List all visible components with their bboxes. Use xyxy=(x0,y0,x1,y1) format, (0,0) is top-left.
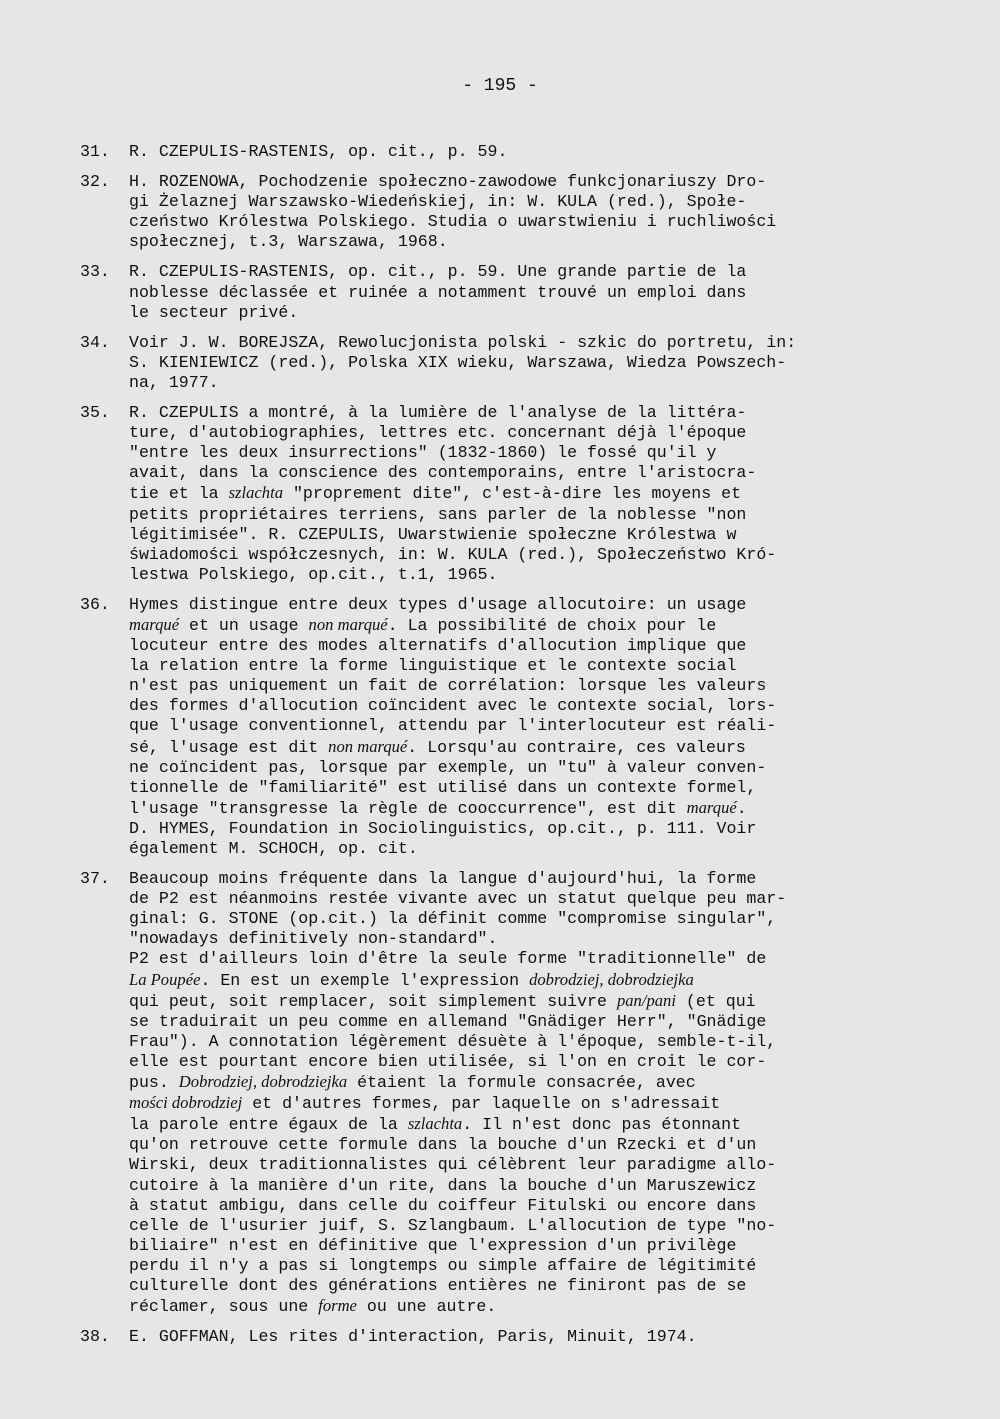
text-run: ou une autre. xyxy=(356,1297,497,1317)
text-run: biliaire" n'est en définitive que l'expression d'un privilège xyxy=(129,1235,737,1255)
footnote-text xyxy=(129,403,925,585)
text-run: petits propriétaires terriens, sans parler de la noblesse "non xyxy=(129,504,747,524)
text-run: świadomości współczesnych, in: W. KULA (red.), Społeczeństwo Kró- xyxy=(129,544,777,564)
text-line xyxy=(129,798,925,819)
footnote-number: 36. xyxy=(80,594,110,614)
text-line xyxy=(129,403,925,423)
text-line xyxy=(129,1327,925,1347)
text-line xyxy=(129,758,925,778)
text-run: culturelle dont des générations entières ne finiront pas de se xyxy=(129,1275,747,1295)
text-run: społecznej, t.3, Warszawa, 1968. xyxy=(129,232,448,252)
footnote xyxy=(80,403,925,585)
text-run: elle est pourtant encore bien utilisée, si l'on en croit le cor- xyxy=(129,1051,767,1071)
text-line xyxy=(129,1296,925,1317)
italic-text: szlachta xyxy=(228,483,283,503)
text-run: n'est pas uniquement un fait de corrélation: lorsque les valeurs xyxy=(129,676,767,696)
text-line xyxy=(129,1012,925,1032)
text-line xyxy=(129,615,925,636)
text-line xyxy=(129,1176,925,1196)
text-line xyxy=(129,1093,925,1114)
text-run: Beaucoup moins fréquente dans la langue d'aujourd'hui, la forme xyxy=(129,869,757,889)
text-line xyxy=(129,819,925,839)
text-run: . En est un exemple l'expression xyxy=(200,970,530,990)
text-run: ginal: G. STONE (op.cit.) la définit comme "compromise singular", xyxy=(129,909,777,929)
text-run: Frau"). A connotation légèrement désuète à l'époque, semble-t-il, xyxy=(129,1031,777,1051)
text-run: "entre les deux insurrections" (1832-1860) le fossé qu'il y xyxy=(129,443,717,463)
italic-text: dobrodziej, dobrodziejka xyxy=(529,969,694,989)
footnote-text xyxy=(129,333,925,393)
text-run: et d'autres formes, par laquelle on s'adressait xyxy=(242,1094,721,1114)
italic-text: mości dobrodziej xyxy=(129,1093,243,1113)
text-run: qu'on retrouve cette formule dans la bouche d'un Rzecki et d'un xyxy=(129,1135,757,1155)
text-line xyxy=(129,929,925,949)
text-line xyxy=(129,565,925,585)
text-run: pus. xyxy=(129,1073,179,1093)
text-run: qui peut, soit remplacer, soit simplement suivre xyxy=(129,991,617,1011)
text-run: sé, l'usage est dit xyxy=(129,737,329,757)
footnotes-list xyxy=(80,142,925,1347)
text-line xyxy=(129,889,925,909)
footnote-number: 34. xyxy=(80,332,110,352)
text-line xyxy=(129,1256,925,1276)
italic-text: szlachta xyxy=(407,1114,463,1134)
italic-text: non marqué xyxy=(308,614,388,634)
footnote-number: 31. xyxy=(80,142,110,161)
text-run: P2 est d'ailleurs loin d'être la seule forme "traditionnelle" de xyxy=(129,949,767,969)
footnote-text xyxy=(129,869,925,1317)
text-line xyxy=(129,232,925,252)
text-line xyxy=(129,172,925,192)
text-line xyxy=(129,142,925,162)
text-run: S. KIENIEWICZ (red.), Polska XIX wieku, Warszawa, Wiedza Powszech- xyxy=(129,352,787,372)
text-run: D. HYMES, Foundation in Sociolinguistics, op.cit., p. 111. Voir xyxy=(129,818,757,838)
text-line xyxy=(129,595,925,615)
text-line xyxy=(129,696,925,716)
text-run: gi Żelaznej Warszawsko-Wiedeńskiej, in: W. KULA (red.), Społe- xyxy=(129,192,747,212)
text-line xyxy=(129,212,925,232)
text-run: locuteur entre des modes alternatifs d'allocution implique que xyxy=(129,636,747,656)
text-run: (et qui xyxy=(675,991,756,1011)
text-run: et un usage xyxy=(179,615,309,635)
text-run: lestwa Polskiego, op.cit., t.1, 1965. xyxy=(129,564,498,584)
text-line xyxy=(129,483,925,504)
footnote xyxy=(80,142,925,162)
text-run: "proprement dite", c'est-à-dire les moyens et xyxy=(283,484,742,504)
footnote-number: 38. xyxy=(80,1327,110,1347)
text-run: le secteur privé. xyxy=(129,302,299,322)
text-line xyxy=(129,192,925,212)
text-run: tionnelle de "familiarité" est utilisé dans un contexte formel, xyxy=(129,777,757,797)
text-line xyxy=(129,545,925,565)
text-line xyxy=(129,1236,925,1256)
text-run: ture, d'autobiographies, lettres etc. concernant déjà l'époque xyxy=(129,423,747,443)
footnote xyxy=(80,1327,925,1347)
text-run: tie et la xyxy=(129,484,229,504)
text-run: R. CZEPULIS-RASTENIS, op. cit., p. 59. xyxy=(129,142,508,161)
text-run: la parole entre égaux de la xyxy=(129,1115,408,1135)
footnote-text xyxy=(129,142,925,162)
italic-text: marqué xyxy=(686,797,737,817)
text-run: de P2 est néanmoins restée vivante avec un statut quelque peu mar- xyxy=(129,889,787,909)
text-line xyxy=(129,303,925,323)
footnote xyxy=(80,595,925,859)
footnote-text xyxy=(129,262,925,322)
text-run: réclamer, sous une xyxy=(129,1297,319,1317)
footnote-text xyxy=(129,1327,925,1347)
text-line xyxy=(129,1216,925,1236)
italic-text: forme xyxy=(318,1296,357,1316)
footnote-number: 32. xyxy=(80,172,110,192)
text-run: . Lorsqu'au contraire, ces valeurs xyxy=(407,737,746,757)
text-line xyxy=(129,656,925,676)
text-run: Wirski, deux traditionnalistes qui célèbrent leur paradigme allo- xyxy=(129,1155,777,1175)
text-run: à statut ambigu, dans celle du coiffeur Fitulski ou encore dans xyxy=(129,1195,757,1215)
text-line xyxy=(129,676,925,696)
text-line xyxy=(129,1114,925,1135)
text-line xyxy=(129,1196,925,1216)
text-run: R. CZEPULIS-RASTENIS, op. cit., p. 59. Une grande partie de la xyxy=(129,262,747,282)
footnote xyxy=(80,172,925,252)
text-line xyxy=(129,839,925,859)
text-run: celle de l'usurier juif, S. Szlangbaum. L'allocution de type "no- xyxy=(129,1215,777,1235)
text-line xyxy=(129,333,925,353)
text-line xyxy=(129,1052,925,1072)
text-run: légitimisée". R. CZEPULIS, Uwarstwienie społeczne Królestwa w xyxy=(129,524,737,544)
footnote-text xyxy=(129,172,925,252)
text-run: étaient la formule consacrée, avec xyxy=(347,1073,696,1093)
footnote xyxy=(80,333,925,393)
text-run: ne coïncident pas, lorsque par exemple, un "tu" à valeur conven- xyxy=(129,757,767,777)
text-line xyxy=(129,949,925,969)
text-run: Voir J. W. BOREJSZA, Rewolucjonista polski - szkic do portretu, in: xyxy=(129,332,797,352)
italic-text: non marqué xyxy=(328,736,408,756)
text-line xyxy=(129,909,925,929)
text-line xyxy=(129,505,925,525)
text-line xyxy=(129,716,925,736)
page-number: - 195 - xyxy=(462,76,538,96)
footnote-number: 35. xyxy=(80,403,110,423)
text-line xyxy=(129,636,925,656)
footnote xyxy=(80,869,925,1317)
footnote xyxy=(80,262,925,322)
italic-text: Dobrodziej, dobrodziejka xyxy=(178,1072,348,1092)
footnote-text xyxy=(129,595,925,859)
text-line xyxy=(129,970,925,991)
text-line xyxy=(129,463,925,483)
text-line xyxy=(129,1032,925,1052)
text-run: l'usage "transgresse la règle de cooccurrence", est dit xyxy=(129,798,687,818)
text-run: R. CZEPULIS a montré, à la lumière de l'analyse de la littéra- xyxy=(129,403,747,423)
text-run: également M. SCHOCH, op. cit. xyxy=(129,839,418,858)
text-line xyxy=(129,737,925,758)
text-run: E. GOFFMAN, Les rites d'interaction, Paris, Minuit, 1974. xyxy=(129,1327,697,1347)
text-run: noblesse déclassée et ruinée a notamment trouvé un emploi dans xyxy=(129,282,747,302)
italic-text: marqué xyxy=(129,614,180,634)
footnote-number: 37. xyxy=(80,869,110,889)
text-run: que l'usage conventionnel, attendu par l'interlocuteur est réali- xyxy=(129,716,777,736)
text-run: se traduirait un peu comme en allemand "Gnädiger Herr", "Gnädige xyxy=(129,1011,767,1031)
text-line xyxy=(129,262,925,282)
text-line xyxy=(129,778,925,798)
text-run: czeństwo Królestwa Polskiego. Studia o uwarstwieniu i ruchliwości xyxy=(129,212,777,232)
text-line xyxy=(129,1155,925,1175)
text-run: H. ROZENOWA, Pochodzenie społeczno-zawodowe funkcjonariuszy Dro- xyxy=(129,172,767,192)
text-line xyxy=(129,991,925,1012)
text-line xyxy=(129,869,925,889)
text-run: . xyxy=(736,798,747,818)
italic-text: pan/pani xyxy=(616,990,676,1010)
text-run: . La possibilité de choix pour le xyxy=(387,615,717,635)
text-run: perdu il n'y a pas si longtemps ou simple affaire de légitimité xyxy=(129,1255,757,1275)
footnote-number: 33. xyxy=(80,262,110,282)
text-line xyxy=(129,353,925,373)
text-line xyxy=(129,283,925,303)
text-run: des formes d'allocution coïncident avec le contexte social, lors- xyxy=(129,696,777,716)
text-line xyxy=(129,1276,925,1296)
text-line xyxy=(129,1072,925,1093)
text-run: . Il n'est donc pas étonnant xyxy=(462,1115,742,1135)
text-run: "nowadays definitively non-standard". xyxy=(129,929,498,949)
text-run: na, 1977. xyxy=(129,372,219,392)
italic-text: La Poupée xyxy=(129,969,201,989)
text-line xyxy=(129,525,925,545)
text-line xyxy=(129,1135,925,1155)
text-run: Hymes distingue entre deux types d'usage allocutoire: un usage xyxy=(129,594,747,614)
text-line xyxy=(129,373,925,393)
text-line xyxy=(129,423,925,443)
text-run: la relation entre la forme linguistique et le contexte social xyxy=(129,656,737,676)
text-run: avait, dans la conscience des contemporains, entre l'aristocra- xyxy=(129,463,757,483)
text-run: cutoire à la manière d'un rite, dans la bouche d'un Maruszewicz xyxy=(129,1175,757,1195)
text-line xyxy=(129,443,925,463)
